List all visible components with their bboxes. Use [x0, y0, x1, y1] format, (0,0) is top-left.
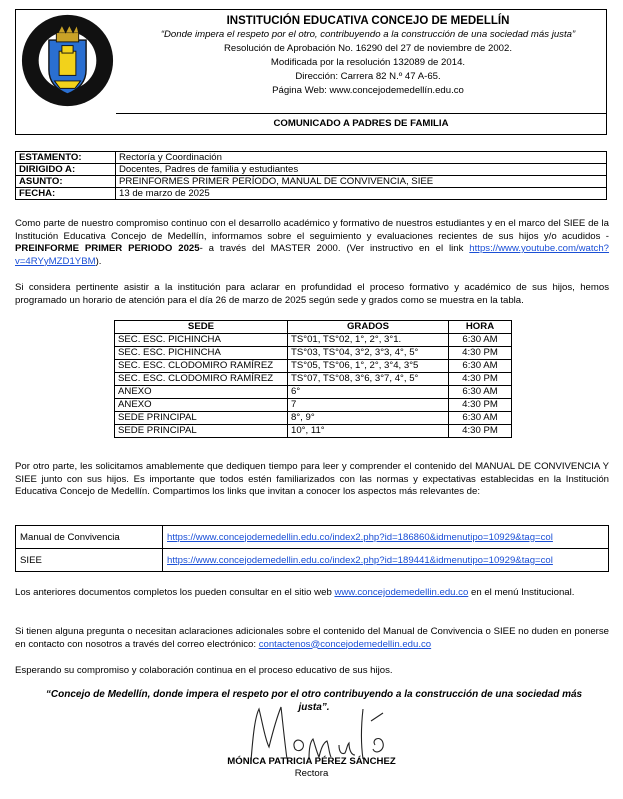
institution-title: INSTITUCIÓN EDUCATIVA CONCEJO DE MEDELLÍN: [226, 15, 510, 27]
closing-paragraph: Esperando su compromiso y colaboración continua en el proceso educativo de sus hijos.: [15, 665, 393, 676]
website-text: Los anteriores documentos completos los pueden consultar en el sitio web: [15, 587, 335, 598]
meta-key: FECHA:: [16, 188, 116, 200]
meta-key: ASUNTO:: [16, 176, 116, 188]
website-text-after: en el menú Institucional.: [468, 587, 575, 598]
cell-sede: SEC. ESC. PICHINCHA: [115, 334, 288, 347]
col-hora: HORA: [449, 321, 512, 334]
documents-paragraph: Por otro parte, les solicitamos amablemente que dediquen tiempo para leer y comprender el contenido del MANUAL DE CONVIVENCIA Y SIEE junto con sus hijos. Es importante que todos estén familiarizados con las normas y expectativas establecidas en la Institución Educativa Concejo de Medellín. Compartimos los links que invitan a conocer los aspectos más relevantes de:: [15, 461, 609, 498]
meta-value: 13 de marzo de 2025: [116, 188, 607, 200]
intro-text: Como parte de nuestro compromiso continuo con el desarrollo académico y formativo de nuestros estudiantes y en el marco del SIEE de la Institución Educativa Concejo de Medellín, informamos sobre el seguimiento y evaluaciones recientes de sus hijos y/o acudidos -: [15, 218, 609, 242]
manual-convivencia-link[interactable]: https://www.concejodemedellin.edu.co/index2.php?id=186860&idmenutipo=10929&tag=col: [167, 531, 553, 543]
meta-row: [16, 164, 607, 176]
cell-sede: SEDE PRINCIPAL: [115, 425, 288, 438]
documents-links-table: [15, 525, 609, 572]
table-row: [115, 347, 512, 360]
institution-website: Página Web: www.concejodemedellín.edu.co: [272, 85, 464, 96]
schedule-intro-paragraph: Si considera pertinente asistir a la institución para aclarar en profundidad el proceso formativo y académico de sus hijos, hemos programado un horario de atención para el día 26 de marzo de 2025 según sede y grados como se muestra en la tabla.: [15, 282, 609, 306]
cell-grados: TS°05, TS°06, 1°, 2°, 3°4, 3°5: [288, 360, 449, 373]
closing-motto: “Concejo de Medellín, donde impera el respeto por el otro contribuyendo a la construcción de una sociedad más justa”.: [45, 689, 583, 713]
cell-grados: TS°01, TS°02, 1°, 2°, 3°1.: [288, 334, 449, 347]
table-row: [115, 425, 512, 438]
handwritten-signature: [243, 695, 393, 765]
schedule-header-row: [115, 321, 512, 334]
meta-value: Rectoría y Coordinación: [116, 152, 607, 164]
cell-sede: SEC. ESC. CLODOMIRO RAMÍREZ: [115, 373, 288, 386]
col-grados: GRADOS: [288, 321, 449, 334]
cell-grados: TS°07, TS°08, 3°6, 3°7, 4°, 5°: [288, 373, 449, 386]
cell-hora: 4:30 PM: [449, 347, 512, 360]
cell-hora: 4:30 PM: [449, 399, 512, 412]
doc-label: SIEE: [16, 549, 163, 572]
schedule-table: [114, 320, 512, 438]
meta-row: [16, 176, 607, 188]
letterhead: [15, 9, 607, 135]
memo-meta-table: [15, 151, 607, 200]
meta-key: ESTAMENTO:: [16, 152, 116, 164]
youtube-tutorial-link[interactable]: https://www.youtube.com/watch?v=4RYyMZD1YBM: [15, 243, 610, 267]
contact-text: Si tienen alguna pregunta o necesitan aclaraciones adicionales sobre el contenido del Manual de Convivencia o SIEE no duden en ponerse en contacto con nosotros a través del correo electrónico:: [15, 626, 609, 650]
institution-address: Dirección: Carrera 82 N.º 47 A-65.: [295, 71, 441, 82]
meta-row: [16, 152, 607, 164]
table-row: [115, 373, 512, 386]
website-paragraph: [15, 587, 609, 600]
doc-link-cell: [163, 549, 609, 572]
cell-sede: ANEXO: [115, 399, 288, 412]
table-row: [115, 334, 512, 347]
contact-email-link[interactable]: contactenos@concejodemedellin.edu.co: [258, 638, 432, 650]
cell-hora: 6:30 AM: [449, 360, 512, 373]
school-website-link[interactable]: www.concejodemedellin.edu.co: [334, 587, 469, 598]
cell-sede: SEC. ESC. CLODOMIRO RAMÍREZ: [115, 360, 288, 373]
table-row: [115, 412, 512, 425]
approval-resolution: Resolución de Aprobación No. 16290 del 27 de noviembre de 2002.: [223, 43, 513, 54]
table-row: [16, 549, 609, 572]
cell-grados: 8°, 9°: [288, 412, 449, 425]
col-sede: SEDE: [115, 321, 288, 334]
cell-hora: 6:30 AM: [449, 334, 512, 347]
meta-key: DIRIGIDO A:: [16, 164, 116, 176]
doc-link-cell: [163, 526, 609, 549]
header-divider: [116, 113, 606, 114]
cell-sede: SEDE PRINCIPAL: [115, 412, 288, 425]
intro-text-after: - a través del MASTER 2000. (Ver instructivo en el link: [199, 243, 470, 255]
cell-hora: 4:30 PM: [449, 373, 512, 386]
cell-grados: 6°: [288, 386, 449, 399]
signer-role: Rectora: [294, 768, 329, 779]
cell-hora: 6:30 AM: [449, 412, 512, 425]
doc-label: Manual de Convivencia: [16, 526, 163, 549]
cell-sede: ANEXO: [115, 386, 288, 399]
signer-name: MÓNICA PATRICIA PÉREZ SÁNCHEZ: [227, 756, 396, 767]
table-row: [115, 360, 512, 373]
intro-paragraph: [15, 218, 609, 268]
contact-paragraph: [15, 626, 609, 651]
meta-row: [16, 188, 607, 200]
table-row: [115, 399, 512, 412]
modification-resolution: Modificada por la resolución 132089 de 2014.: [270, 57, 466, 68]
table-row: [115, 386, 512, 399]
school-seal-logo: [21, 14, 114, 107]
meta-value: Docentes, Padres de familia y estudiantes: [116, 164, 607, 176]
cell-grados: 10°, 11°: [288, 425, 449, 438]
cell-grados: 7: [288, 399, 449, 412]
intro-bold: PREINFORME PRIMER PERIODO 2025: [15, 243, 200, 255]
meta-value: PREINFORMES PRIMER PERÍODO, MANUAL DE CONVIVENCIA, SIEE: [116, 176, 607, 188]
communique-title: COMUNICADO A PADRES DE FAMILIA: [273, 118, 449, 129]
cell-hora: 6:30 AM: [449, 386, 512, 399]
cell-grados: TS°03, TS°04, 3°2, 3°3, 4°, 5°: [288, 347, 449, 360]
institution-motto: “Donde impera el respeto por el otro, contribuyendo a la construcción de una sociedad más justa”: [160, 29, 576, 40]
cell-sede: SEC. ESC. PICHINCHA: [115, 347, 288, 360]
cell-hora: 4:30 PM: [449, 425, 512, 438]
intro-text-end: ).: [95, 255, 102, 267]
table-row: [16, 526, 609, 549]
siee-link[interactable]: https://www.concejodemedellin.edu.co/index2.php?id=189441&idmenutipo=10929&tag=col: [167, 554, 553, 566]
